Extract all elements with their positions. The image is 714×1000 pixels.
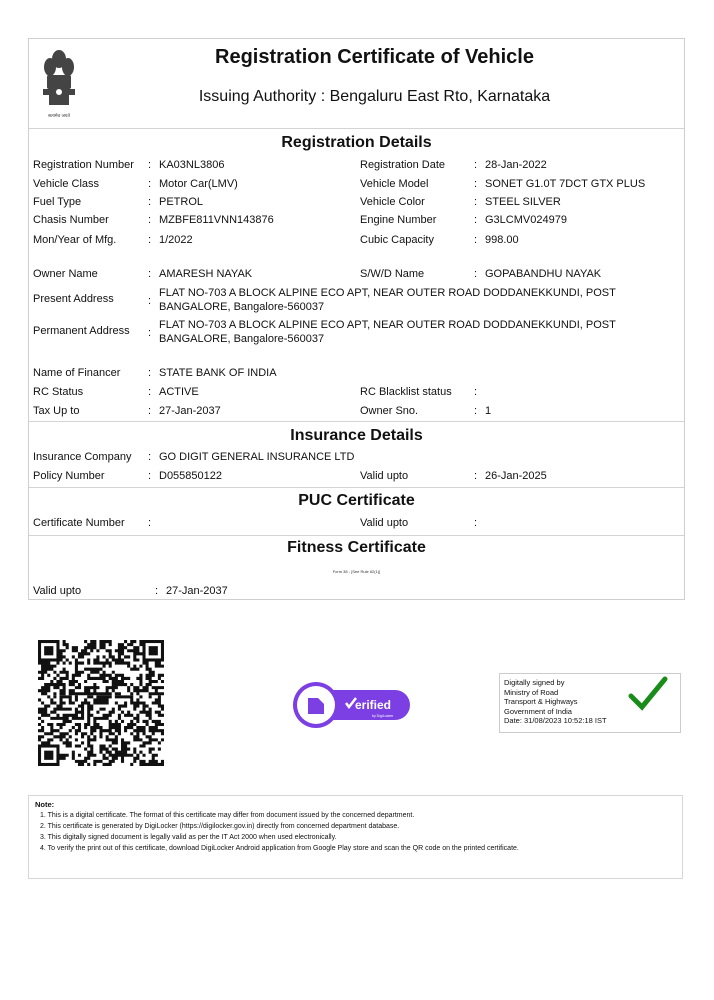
digilocker-verified-badge bbox=[292, 680, 412, 730]
label: Name of Financer bbox=[33, 367, 121, 379]
value: GOPABANDHU NAYAK bbox=[485, 268, 602, 280]
registration-section-title: Registration Details bbox=[281, 134, 432, 151]
separator: : bbox=[148, 268, 152, 280]
value: PETROL bbox=[159, 196, 204, 208]
separator: : bbox=[148, 517, 152, 529]
label: RC Blacklist status bbox=[360, 386, 452, 398]
value: 28-Jan-2022 bbox=[485, 159, 547, 171]
value: ACTIVE bbox=[159, 386, 199, 398]
note-item: 1. This is a digital certificate. The format of this certificate may differ from document issued by the concerned department. bbox=[40, 812, 415, 819]
label: Registration Number bbox=[33, 159, 134, 171]
separator: : bbox=[474, 178, 478, 190]
label: Present Address bbox=[33, 293, 114, 305]
signature-line: Ministry of Road bbox=[504, 687, 559, 697]
label: Chasis Number bbox=[33, 214, 109, 226]
label: Certificate Number bbox=[33, 517, 125, 529]
separator: : bbox=[148, 159, 152, 171]
divider bbox=[29, 421, 684, 422]
separator: : bbox=[148, 386, 152, 398]
note-item: 4. To verify the print out of this certificate, download DigiLocker Android application from Google Play store and scan the QR code on the printed certificate. bbox=[40, 845, 519, 852]
separator: : bbox=[474, 234, 478, 246]
puc-section-title: PUC Certificate bbox=[298, 492, 415, 509]
separator: : bbox=[474, 386, 478, 398]
label: Tax Up to bbox=[33, 405, 80, 417]
separator: : bbox=[155, 585, 159, 597]
label: Mon/Year of Mfg. bbox=[33, 234, 117, 246]
separator: : bbox=[148, 327, 152, 339]
separator: : bbox=[148, 405, 152, 417]
value: G3LCMV024979 bbox=[485, 214, 567, 226]
separator: : bbox=[148, 470, 152, 482]
signature-line: Digitally signed by bbox=[504, 678, 565, 687]
value: SONET G1.0T 7DCT GTX PLUS bbox=[485, 178, 646, 190]
label: Insurance Company bbox=[33, 451, 132, 463]
certificate bbox=[28, 38, 685, 600]
digital-signature-box bbox=[499, 673, 681, 733]
present-address-value: FLAT NO-703 A BLOCK ALPINE ECO APT, NEAR OUTER ROAD DODDANEKKUNDI, POST BANGALORE, Bangalore-560037 bbox=[159, 287, 616, 313]
signature-line: Date: 31/08/2023 10:52:18 IST bbox=[504, 716, 607, 725]
label: Valid upto bbox=[33, 585, 82, 597]
label: Fuel Type bbox=[33, 196, 82, 208]
note-item: 3. This digitally signed document is legally valid as per the IT Act 2000 when used electronically. bbox=[40, 834, 337, 841]
value: 1/2022 bbox=[159, 234, 193, 246]
divider bbox=[29, 535, 684, 536]
verified-text: erified bbox=[355, 698, 392, 712]
separator: : bbox=[474, 214, 478, 226]
separator: : bbox=[148, 214, 152, 226]
value: KA03NL3806 bbox=[159, 159, 225, 171]
label: Vehicle Model bbox=[360, 178, 429, 190]
signature-line: Transport & Highways bbox=[504, 697, 578, 706]
value: AMARESH NAYAK bbox=[159, 268, 253, 280]
separator: : bbox=[148, 295, 152, 307]
note-title: Note: bbox=[35, 800, 55, 809]
separator: : bbox=[148, 178, 152, 190]
form-reference: Form 38 - [See Rule 62(1)] bbox=[332, 569, 381, 574]
separator: : bbox=[148, 196, 152, 208]
signature-line: Government of India bbox=[504, 706, 572, 716]
separator: : bbox=[148, 451, 152, 463]
fitness-section-title: Fitness Certificate bbox=[287, 539, 426, 556]
value: STEEL SILVER bbox=[485, 196, 561, 208]
page-title: Registration Certificate of Vehicle bbox=[215, 46, 534, 68]
note-item: 2. This certificate is generated by DigiLocker (https://digilocker.gov.in) directly from concerned department database. bbox=[40, 823, 400, 830]
label: Vehicle Color bbox=[360, 196, 425, 208]
permanent-address-value: FLAT NO-703 A BLOCK ALPINE ECO APT, NEAR OUTER ROAD DODDANEKKUNDI, POST BANGALORE, Bangalore-560037 bbox=[159, 319, 616, 345]
issuing-authority: Issuing Authority : Bengaluru East Rto, Karnataka bbox=[198, 88, 551, 105]
label: Vehicle Class bbox=[33, 178, 100, 190]
separator: : bbox=[148, 234, 152, 246]
label: Permanent Address bbox=[33, 325, 130, 337]
separator: : bbox=[474, 470, 478, 482]
separator: : bbox=[474, 159, 478, 171]
value: 27-Jan-2037 bbox=[159, 405, 221, 417]
certificate-header bbox=[29, 39, 684, 129]
value: 1 bbox=[485, 405, 492, 417]
insurance-section-title: Insurance Details bbox=[290, 427, 423, 444]
label: Cubic Capacity bbox=[360, 234, 434, 246]
separator: : bbox=[148, 367, 152, 379]
label: Valid upto bbox=[360, 470, 409, 482]
separator: : bbox=[474, 517, 478, 529]
label: Owner Name bbox=[33, 268, 98, 280]
value: 998.00 bbox=[485, 234, 519, 246]
value: MZBFE811VNN143876 bbox=[159, 214, 274, 226]
signature-text bbox=[504, 678, 632, 726]
value: 26-Jan-2025 bbox=[485, 470, 547, 482]
value: D055850122 bbox=[159, 470, 223, 482]
label: RC Status bbox=[33, 386, 84, 398]
divider bbox=[29, 487, 684, 488]
label: Valid upto bbox=[360, 517, 409, 529]
label: Registration Date bbox=[360, 159, 445, 171]
value: Motor Car(LMV) bbox=[159, 178, 238, 190]
label: S/W/D Name bbox=[360, 268, 425, 280]
note-box bbox=[28, 795, 683, 879]
label: Owner Sno. bbox=[360, 405, 419, 417]
label: Policy Number bbox=[33, 470, 105, 482]
value: 27-Jan-2037 bbox=[166, 585, 228, 597]
verified-subtext: by DigiLocker bbox=[372, 714, 394, 718]
separator: : bbox=[474, 405, 478, 417]
separator: : bbox=[474, 268, 478, 280]
checkmark-icon bbox=[628, 676, 668, 712]
value: GO DIGIT GENERAL INSURANCE LTD bbox=[159, 451, 355, 463]
label: Engine Number bbox=[360, 214, 437, 226]
value: STATE BANK OF INDIA bbox=[159, 367, 277, 379]
qr-code bbox=[38, 640, 164, 766]
separator: : bbox=[474, 196, 478, 208]
emblem-caption: सत्यमेव जयते bbox=[47, 114, 71, 119]
